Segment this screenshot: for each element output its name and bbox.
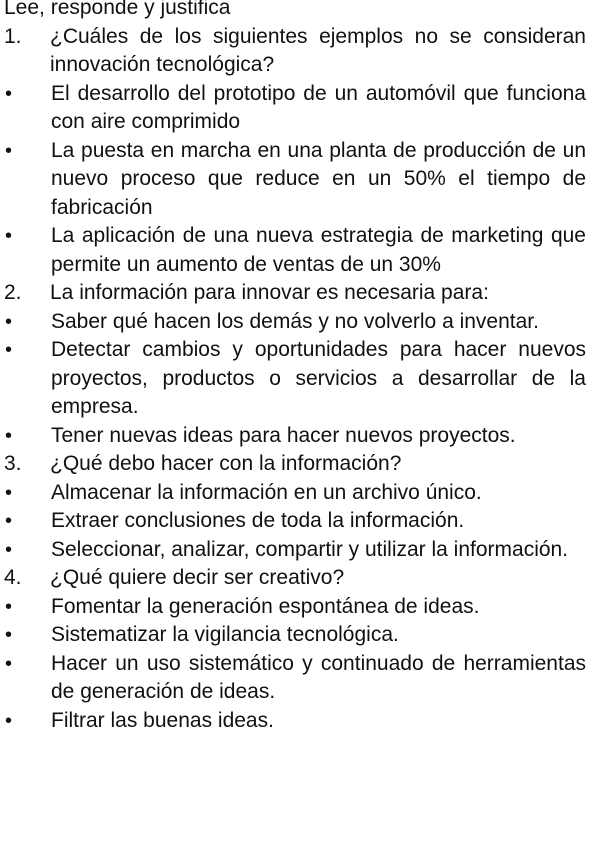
option-text: Seleccionar, analizar, compartir y utilizar la información. (51, 537, 569, 561)
bullet-icon: • (5, 225, 13, 247)
question-3 (4, 450, 586, 479)
option-item (4, 80, 586, 137)
option-item (4, 621, 586, 650)
option-item (4, 507, 586, 536)
bullet-icon: • (5, 310, 13, 333)
option-item (4, 650, 586, 707)
option-text: Sistematizar la vigilancia tecnológica. (51, 623, 399, 646)
option-text: Fomentar la generación espontánea de ideas. (51, 594, 480, 618)
question-2 (4, 279, 586, 308)
option-text: La aplicación de una nueva estrategia de marketing que permite un aumento de ventas de un 30% (51, 224, 586, 276)
question-text: ¿Qué debo hacer con la información? (50, 452, 402, 475)
bullet-icon: • (5, 709, 13, 732)
bullet-icon: • (5, 624, 13, 646)
instructions-heading: Lee, responde y justifica (4, 0, 231, 19)
question-4 (4, 564, 586, 593)
option-item (4, 308, 586, 337)
option-text: Detectar cambios y oportunidades para hacer nuevos proyectos, productos o servicios a desarrollar de la empresa. (51, 338, 586, 418)
bullet-icon: • (5, 481, 13, 504)
option-text: Tener nuevas ideas para hacer nuevos proyectos. (51, 423, 516, 447)
bullet-icon: • (5, 538, 13, 561)
bullet-icon: • (5, 595, 13, 618)
bullet-icon: • (5, 339, 13, 361)
option-item (4, 479, 586, 508)
question-text: ¿Qué quiere decir ser creativo? (50, 566, 345, 589)
option-item (4, 593, 586, 622)
bullet-icon: • (5, 424, 13, 447)
question-number: 2. (4, 281, 22, 304)
bullet-icon: • (5, 139, 13, 162)
bullet-icon: • (5, 510, 13, 532)
option-text: Extraer conclusiones de toda la información. (51, 509, 465, 532)
bullet-icon: • (5, 652, 13, 675)
option-text: Saber qué hacen los demás y no volverlo a inventar. (51, 309, 539, 333)
option-item (4, 536, 586, 565)
option-text: El desarrollo del prototipo de un automóvil que funciona con aire comprimido (51, 81, 586, 133)
option-item (4, 336, 586, 422)
question-1 (4, 23, 586, 80)
question-list (4, 23, 586, 736)
question-text: La información para innovar es necesaria para: (50, 281, 489, 304)
question-number: 1. (4, 24, 22, 48)
option-text: La puesta en marcha en una planta de producción de un nuevo proceso que reduce en un 50% el tiempo de fabricación (51, 138, 586, 219)
option-item (4, 422, 586, 451)
document-body (4, 0, 586, 735)
question-number: 3. (4, 452, 22, 475)
option-text: Almacenar la información en un archivo único. (51, 480, 482, 504)
option-text: Filtrar las buenas ideas. (51, 708, 274, 732)
option-item (4, 137, 586, 223)
question-number: 4. (4, 566, 22, 589)
option-item (4, 707, 586, 736)
option-item (4, 222, 586, 279)
bullet-icon: • (5, 82, 13, 105)
question-text: ¿Cuáles de los siguientes ejemplos no se consideran innovación tecnológica? (50, 24, 586, 76)
option-text: Hacer un uso sistemático y continuado de herramientas de generación de ideas. (51, 651, 586, 703)
